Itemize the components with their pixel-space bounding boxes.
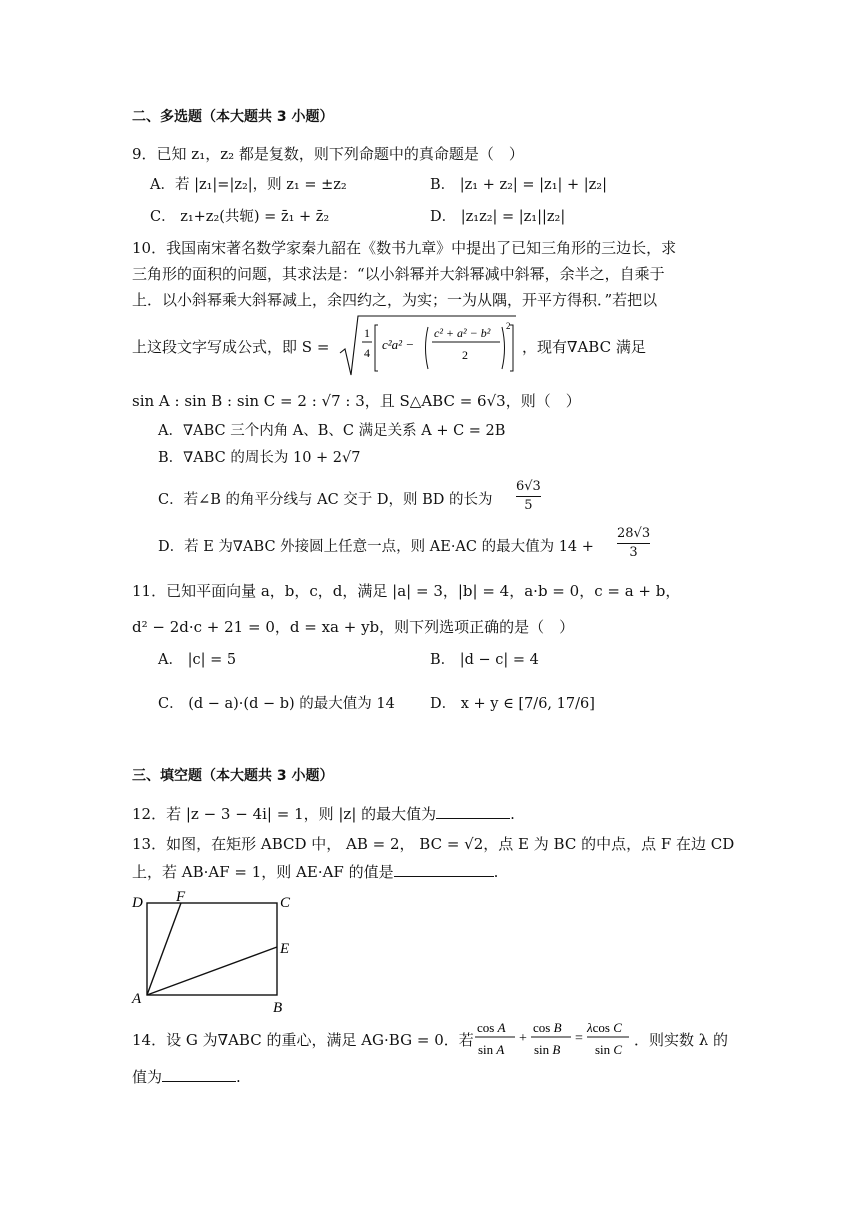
section-fill-blank-heading: 三、填空题（本大题共 3 小题） [132, 768, 334, 784]
q13-stem: 上，若 AB·AF = 1，则 AE·AF 的值是 [132, 863, 394, 881]
label-d: D [132, 895, 143, 911]
q10-line-2: 三角形的面积的问题，其求法是：“以小斜幂并大斜幂减中斜幂，余半之，自乘于 [132, 265, 665, 283]
q14-line-1-prefix: 14．设 G 为∇ABC 的重心，满足 AG·BG = 0．若 [132, 1031, 474, 1049]
svg-text:sin A: sin A [478, 1042, 505, 1057]
section-multi-choice-heading: 二、多选题（本大题共 3 小题） [132, 109, 334, 125]
svg-text:c² + a² − b²: c² + a² − b² [434, 326, 491, 340]
q9-option-c: C． z₁+z₂(共轭) = z̄₁ + z̄₂ [150, 209, 330, 225]
rectangle-abcd [147, 903, 277, 995]
q10-option-c: C．若∠B 的角平分线与 AC 交于 D，则 BD 的长为 [158, 492, 493, 508]
svg-text:+: + [519, 1031, 527, 1046]
fraction-denominator: 5 [516, 496, 541, 515]
q11-option-c: C． (d − a)·(d − b) 的最大值为 14 [158, 696, 395, 712]
q10-line-1: 10．我国南宋著名数学家秦九韶在《数书九章》中提出了已知三角形的三边长，求 [132, 239, 677, 257]
fraction-denominator: 3 [617, 543, 650, 562]
q11-option-a: A． |c| = 5 [158, 652, 237, 668]
q13-answer-blank[interactable] [394, 862, 494, 877]
q14-line-2 [132, 1066, 241, 1088]
q11-option-b: B． |d − c| = 4 [430, 652, 539, 668]
svg-text:cos A: cos A [477, 1020, 506, 1035]
q10-option-b: B．∇ABC 的周长为 10 + 2√7 [158, 450, 361, 466]
label-b: B [273, 1000, 283, 1014]
q14-trig-equation [473, 1015, 631, 1061]
svg-text:1: 1 [364, 326, 370, 340]
q13-period: . [493, 863, 499, 881]
q10-option-d: D．若 E 为∇ABC 外接圆上任意一点，则 AE·AC 的最大值为 14 + [158, 539, 594, 555]
q13-line-2 [132, 861, 498, 883]
q10-line-4-suffix: ，现有∇ABC 满足 [522, 338, 646, 356]
q14-stem: 值为 [132, 1068, 163, 1086]
q13-line-1: 13．如图，在矩形 ABCD 中， AB = 2， BC = √2，点 E 为 BC 的中点，点 F 在边 CD [132, 835, 735, 853]
q10-option-c-fraction [516, 478, 541, 515]
svg-text:c²a² −: c²a² − [382, 337, 415, 352]
svg-text:2: 2 [462, 348, 468, 362]
q10-line-3: 上．以小斜幂乘大斜幂减上，余四约之，为实；一为从隅，开平方得积．”若把以 [132, 291, 658, 309]
q14-period: . [236, 1068, 241, 1086]
heron-formula [338, 313, 518, 379]
q9-stem: 9．已知 z₁，z₂ 都是复数，则下列命题中的真命题是（ ） [132, 145, 524, 163]
q10-line-5: sin A : sin B : sin C = 2 : √7 : 3，且 S△ABC = 6√3，则（ ） [132, 392, 581, 410]
svg-text:sin C: sin C [595, 1042, 623, 1057]
q14-answer-blank[interactable] [162, 1067, 236, 1082]
svg-text:4: 4 [364, 346, 370, 360]
q9-option-d: D． |z₁z₂| = |z₁||z₂| [430, 209, 566, 225]
q9-option-b: B． |z₁ + z₂| = |z₁| + |z₂| [430, 177, 607, 193]
q12-stem: 12．若 |z − 3 − 4i| = 1，则 |z| 的最大值为 [132, 805, 437, 823]
q11-line-1: 11．已知平面向量 a，b，c，d，满足 |a| = 3，|b| = 4，a·b = 0，c = a + b， [132, 582, 681, 600]
fraction-numerator: 28√3 [617, 526, 651, 541]
svg-text:sin B: sin B [534, 1042, 561, 1057]
q9-option-a: A．若 |z₁|=|z₂|，则 z₁ = ±z₂ [150, 177, 347, 193]
q10-option-a: A．∇ABC 三个内角 A、B、C 满足关系 A + C = 2B [158, 423, 506, 439]
svg-text:cos B: cos B [533, 1020, 562, 1035]
q12-answer-blank[interactable] [436, 804, 510, 819]
q10-option-d-fraction [617, 525, 650, 562]
q11-line-2: d² − 2d·c + 21 = 0，d = xa + yb，则下列选项正确的是（ ） [132, 618, 575, 636]
q10-line-4-prefix: 上这段文字写成公式，即 S = [132, 338, 330, 356]
segment-ae [147, 947, 277, 995]
label-c: C [280, 895, 291, 911]
fraction-numerator: 6√3 [516, 479, 541, 494]
q12-period: . [510, 805, 515, 823]
q12-text [132, 803, 515, 825]
q14-line-1-suffix: ．则实数 λ 的 [634, 1031, 729, 1049]
svg-text:λcos C: λcos C [587, 1020, 622, 1035]
rectangle-figure [128, 890, 298, 1014]
label-f: F [176, 890, 186, 905]
label-a: A [132, 991, 142, 1007]
q11-option-d: D． x + y ∈ [7/6, 17/6] [430, 696, 595, 712]
label-e: E [280, 941, 290, 957]
svg-text:2: 2 [506, 321, 511, 331]
svg-text:=: = [575, 1031, 583, 1046]
segment-af [147, 903, 181, 995]
